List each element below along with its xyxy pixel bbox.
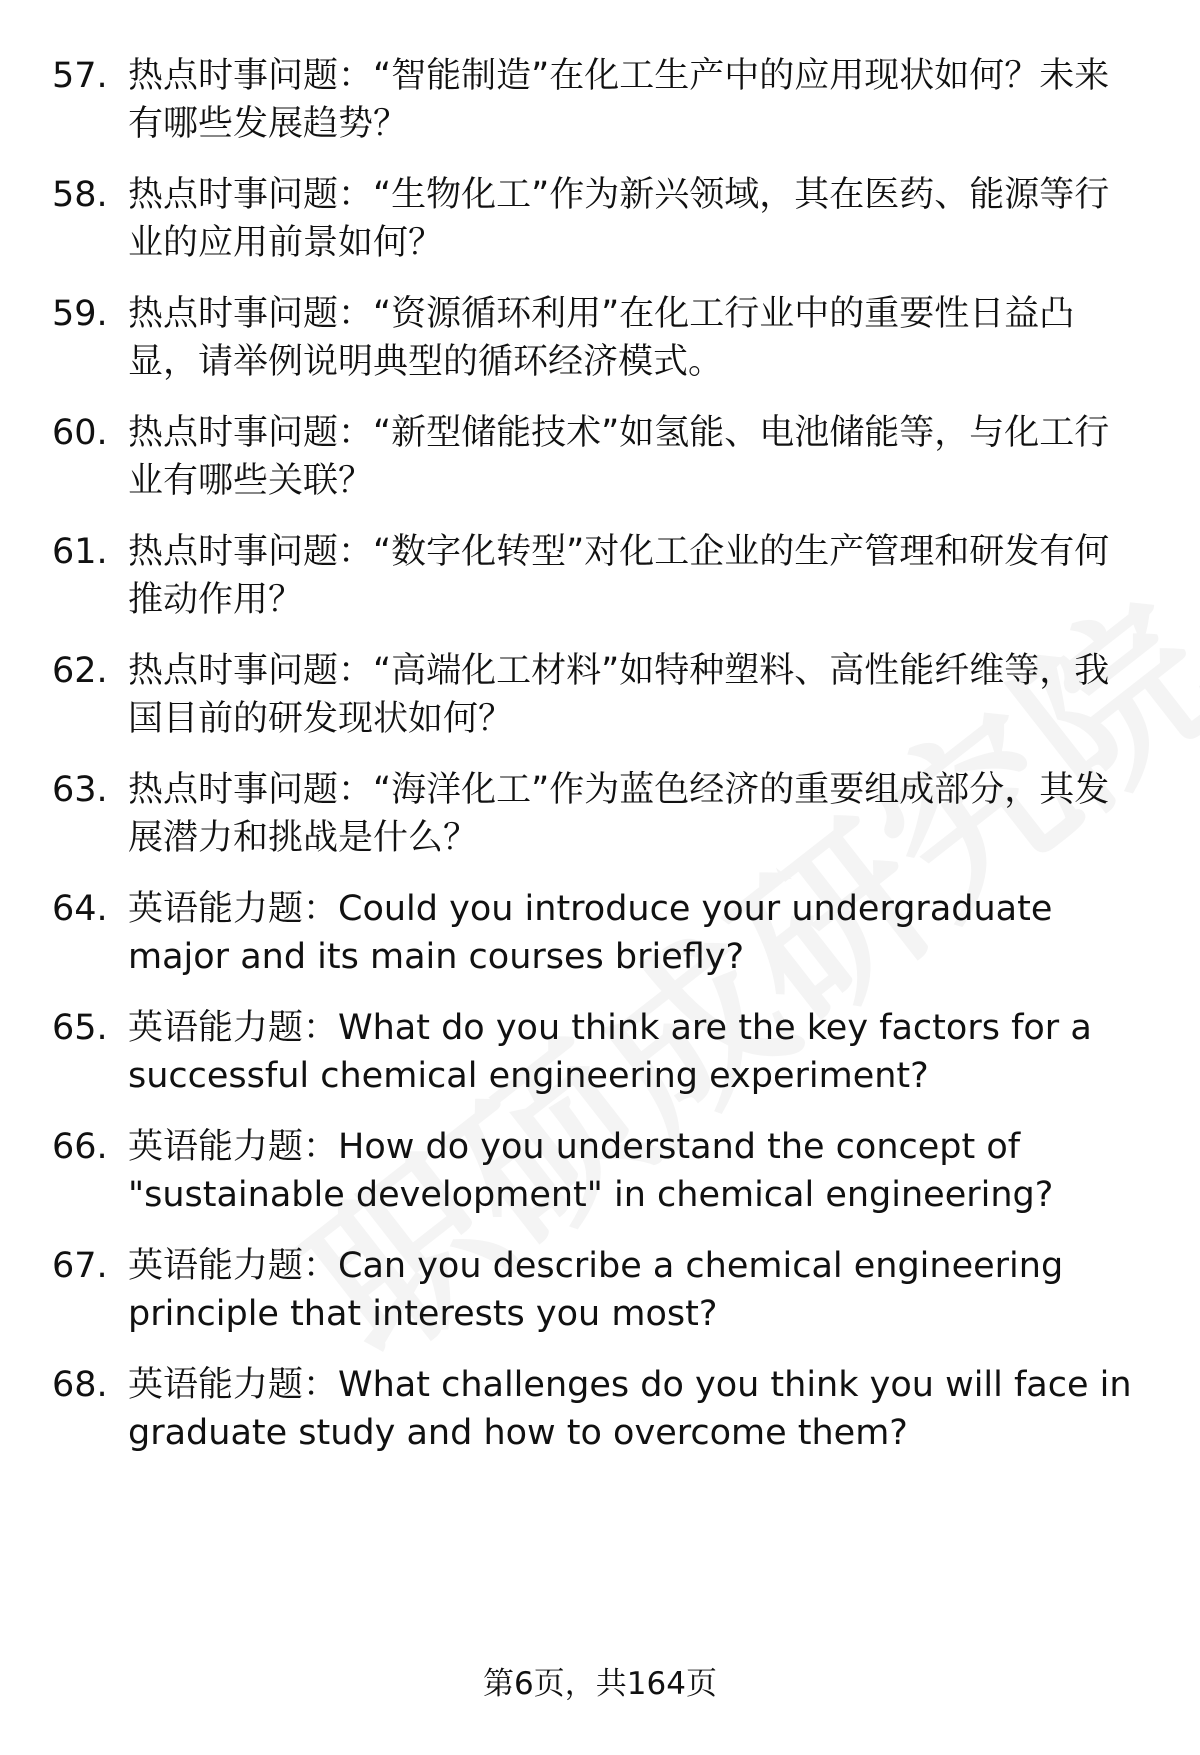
question-number: 68. [52, 1365, 108, 1405]
question-number: 66. [52, 1127, 108, 1167]
question-number: 63. [52, 770, 108, 810]
question-text: 英语能力题：How do you understand the concept of "sustainable development" in chemical engineering? [128, 1127, 1054, 1215]
question-text: 英语能力题：Can you describe a chemical engineering principle that interests you most? [128, 1246, 1064, 1334]
question-text: 英语能力题：Could you introduce your undergraduate major and its main courses briefly? [128, 889, 1053, 977]
question-number: 59. [52, 294, 108, 334]
question-text: 热点时事问题：“生物化工”作为新兴领域，其在医药、能源等行业的应用前景如何？ [128, 175, 1110, 263]
question-text: 英语能力题：What do you think are the key factors for a successful chemical engineering experiment? [128, 1008, 1092, 1096]
page-number-label: 第6页，共164页 [483, 1666, 717, 1702]
question-number: 64. [52, 889, 108, 929]
question-text: 热点时事问题：“海洋化工”作为蓝色经济的重要组成部分，其发展潜力和挑战是什么？ [128, 770, 1110, 858]
question-number: 60. [52, 413, 108, 453]
question-number: 58. [52, 175, 108, 215]
question-number: 67. [52, 1246, 108, 1286]
question-text: 热点时事问题：“新型储能技术”如氢能、电池储能等，与化工行业有哪些关联？ [128, 413, 1110, 501]
question-text: 热点时事问题：“智能制造”在化工生产中的应用现状如何？未来有哪些发展趋势？ [128, 56, 1110, 144]
question-text: 热点时事问题：“资源循环利用”在化工行业中的重要性日益凸显，请举例说明典型的循环经济模式。 [128, 294, 1075, 382]
question-text: 热点时事问题：“高端化工材料”如特种塑料、高性能纤维等，我国目前的研发现状如何？ [128, 651, 1110, 739]
question-text: 英语能力题：What challenges do you think you will face in graduate study and how to overcome them? [128, 1365, 1132, 1453]
question-number: 65. [52, 1008, 108, 1048]
page-footer [0, 1662, 1200, 1706]
question-number: 62. [52, 651, 108, 691]
question-text: 热点时事问题：“数字化转型”对化工企业的生产管理和研发有何推动作用？ [128, 532, 1110, 620]
question-number: 61. [52, 532, 108, 572]
question-number: 57. [52, 56, 108, 96]
